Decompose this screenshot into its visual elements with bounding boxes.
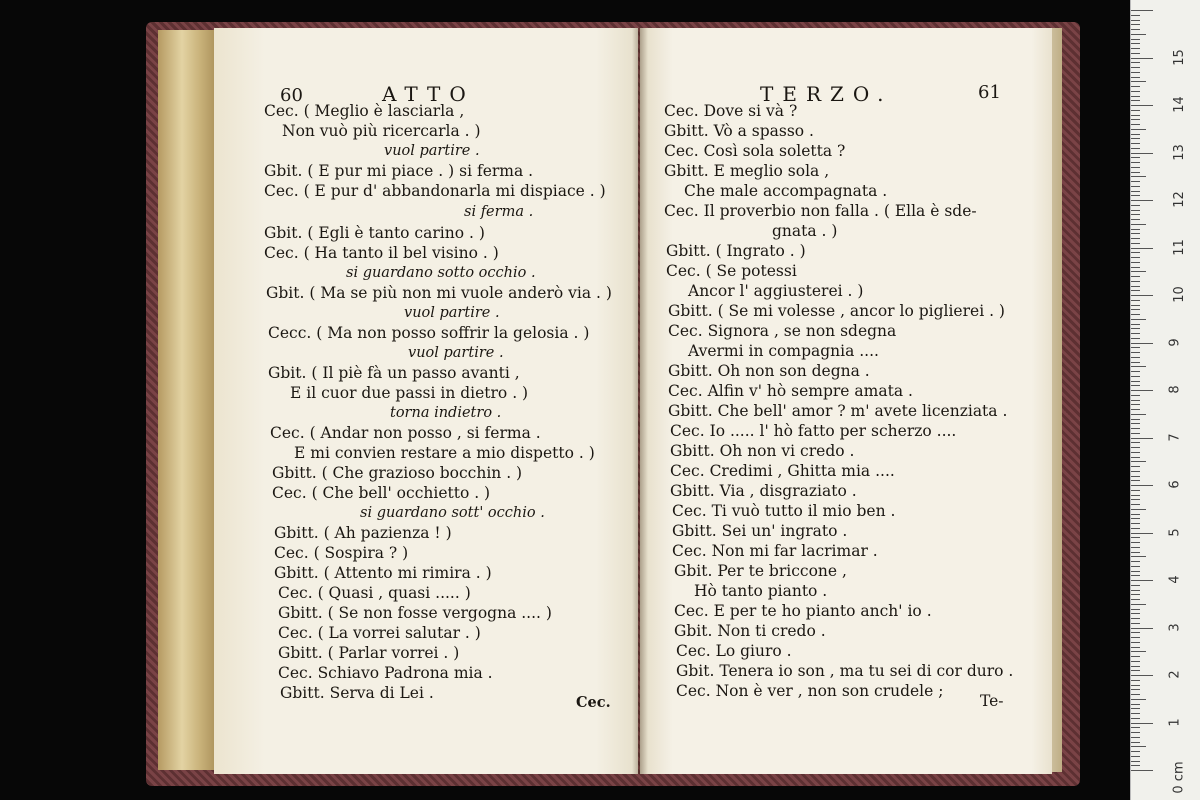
ruler-tick xyxy=(1131,447,1140,448)
ruler-tick xyxy=(1131,214,1140,215)
dialogue-line: Gbitt. Oh non vi credo . xyxy=(670,442,855,460)
dialogue-line: Gbit. ( Egli è tanto carino . ) xyxy=(264,224,485,242)
ruler-tick xyxy=(1131,200,1153,201)
ruler-number: 10 xyxy=(1171,286,1187,303)
ruler-tick xyxy=(1131,110,1140,111)
ruler-tick xyxy=(1131,604,1146,605)
ruler-tick xyxy=(1131,357,1140,358)
dialogue-line: Cec. Signora , se non sdegna xyxy=(668,322,897,340)
ruler-tick xyxy=(1131,29,1140,30)
ruler-tick xyxy=(1131,452,1140,453)
ruler-tick xyxy=(1131,157,1140,158)
ruler-tick xyxy=(1131,756,1140,757)
ruler-tick xyxy=(1131,732,1140,733)
dialogue-line: E mi convien restare a mio dispetto . ) xyxy=(294,444,595,462)
ruler-tick xyxy=(1131,547,1140,548)
ruler-tick xyxy=(1131,419,1140,420)
ruler-tick xyxy=(1131,599,1140,600)
right-page-number: 61 xyxy=(978,82,1001,103)
dialogue-line: Avermi in compagnia .... xyxy=(688,342,879,360)
ruler-tick xyxy=(1131,704,1140,705)
ruler-tick xyxy=(1131,556,1146,557)
right-running-head: TERZO. xyxy=(760,82,893,106)
ruler-tick xyxy=(1131,566,1140,567)
ruler-tick xyxy=(1131,290,1140,291)
ruler-tick xyxy=(1131,366,1146,367)
ruler-tick xyxy=(1131,305,1140,306)
ruler-tick xyxy=(1131,124,1140,125)
ruler-tick xyxy=(1131,689,1140,690)
stage-direction-line: vuol partire . xyxy=(384,143,480,159)
ruler-tick xyxy=(1131,172,1140,173)
ruler-tick xyxy=(1131,381,1140,382)
ruler-tick xyxy=(1131,433,1140,434)
ruler-tick xyxy=(1131,623,1140,624)
ruler-tick xyxy=(1131,58,1153,59)
dialogue-line: Cec. Ti vuò tutto il mio ben . xyxy=(672,502,896,520)
dialogue-line: Cec. ( Meglio è lasciarla , xyxy=(264,102,465,120)
ruler-tick xyxy=(1131,271,1146,272)
ruler-tick xyxy=(1131,81,1146,82)
dialogue-line: Gbit. Tenera io son , ma tu sei di cor duro . xyxy=(676,662,1014,680)
ruler-tick xyxy=(1131,580,1153,581)
ruler-number: 2 xyxy=(1167,670,1183,679)
ruler-tick xyxy=(1131,404,1140,405)
dialogue-line: Cec. Io ..... l' hò fatto per scherzo .... xyxy=(670,422,957,440)
dialogue-line: E il cuor due passi in dietro . ) xyxy=(290,384,529,402)
ruler-tick xyxy=(1131,138,1140,139)
dialogue-line: gnata . ) xyxy=(772,222,838,240)
dialogue-line: Non vuò più ricercarla . ) xyxy=(282,122,481,140)
ruler-tick xyxy=(1131,162,1140,163)
ruler-tick xyxy=(1131,466,1140,467)
ruler-tick xyxy=(1131,537,1140,538)
dialogue-line: Gbitt. ( Parlar vorrei . ) xyxy=(278,644,460,662)
ruler-tick xyxy=(1131,613,1140,614)
ruler-tick xyxy=(1131,727,1140,728)
ruler-tick xyxy=(1131,319,1146,320)
ruler-tick xyxy=(1131,281,1140,282)
ruler-tick xyxy=(1131,376,1140,377)
ruler-tick xyxy=(1131,86,1140,87)
dialogue-line: Cec. ( Quasi , quasi ..... ) xyxy=(278,584,471,602)
right-catchword: Te- xyxy=(980,692,1004,710)
ruler-tick xyxy=(1131,571,1140,572)
dialogue-line: Cec. ( La vorrei salutar . ) xyxy=(278,624,481,642)
ruler-tick xyxy=(1131,328,1140,329)
ruler-tick xyxy=(1131,181,1140,182)
ruler-tick xyxy=(1131,618,1140,619)
ruler-tick xyxy=(1131,737,1140,738)
ruler-tick xyxy=(1131,347,1140,348)
ruler-tick xyxy=(1131,713,1140,714)
ruler-tick xyxy=(1131,276,1140,277)
ruler-tick xyxy=(1131,309,1140,310)
ruler-tick xyxy=(1131,585,1140,586)
dialogue-line: Gbitt. Sei un' ingrato . xyxy=(672,522,848,540)
ruler-tick xyxy=(1131,528,1140,529)
right-page xyxy=(640,28,1052,774)
ruler-number: 1 xyxy=(1167,717,1183,727)
ruler-tick xyxy=(1131,742,1140,743)
ruler-tick xyxy=(1131,670,1140,671)
ruler-tick xyxy=(1131,457,1140,458)
ruler-tick xyxy=(1131,471,1140,472)
ruler-tick xyxy=(1131,119,1140,120)
stage-direction-line: vuol partire . xyxy=(404,305,500,321)
ruler-tick xyxy=(1131,72,1140,73)
ruler-tick xyxy=(1131,238,1140,239)
ruler-tick xyxy=(1131,224,1146,225)
ruler-tick xyxy=(1131,495,1140,496)
ruler-tick xyxy=(1131,62,1140,63)
ruler-tick xyxy=(1131,656,1140,657)
left-running-head: ATTO xyxy=(382,82,475,106)
dialogue-line: Gbitt. Oh non son degna . xyxy=(668,362,870,380)
dialogue-line: Ancor l' aggiusterei . ) xyxy=(688,282,864,300)
dialogue-line: Cecc. ( Ma non posso soffrir la gelosia . ) xyxy=(268,324,590,342)
ruler-tick xyxy=(1131,243,1140,244)
ruler-tick xyxy=(1131,414,1146,415)
ruler-tick xyxy=(1131,395,1140,396)
ruler-tick xyxy=(1131,257,1140,258)
ruler-tick xyxy=(1131,233,1140,234)
dialogue-line: Gbitt. ( Che grazioso bocchin . ) xyxy=(272,464,523,482)
ruler-tick xyxy=(1131,490,1140,491)
ruler-tick xyxy=(1131,533,1153,534)
ruler-tick xyxy=(1131,267,1140,268)
ruler-tick xyxy=(1131,708,1140,709)
ruler-tick xyxy=(1131,504,1140,505)
ruler-tick xyxy=(1131,637,1140,638)
dialogue-line: Cec. ( E pur d' abbandonarla mi dispiace . ) xyxy=(264,182,606,200)
ruler-tick xyxy=(1131,186,1140,187)
ruler-tick xyxy=(1131,480,1140,481)
dialogue-line: Gbitt. ( Ah pazienza ! ) xyxy=(274,524,452,542)
ruler-number: 11 xyxy=(1171,238,1187,256)
dialogue-line: Cec. Alfin v' hò sempre amata . xyxy=(668,382,913,400)
ruler-tick xyxy=(1131,476,1140,477)
dialogue-line: Gbitt. Che bell' amor ? m' avete licenziata . xyxy=(668,402,1008,420)
ruler-number: 9 xyxy=(1167,337,1183,347)
ruler-tick xyxy=(1131,385,1140,386)
ruler-number: 12 xyxy=(1171,191,1187,208)
dialogue-line: Gbit. Per te briccone , xyxy=(674,562,847,580)
ruler-tick xyxy=(1131,286,1140,287)
ruler-tick xyxy=(1131,324,1140,325)
ruler-tick xyxy=(1131,34,1146,35)
ruler-tick xyxy=(1131,333,1140,334)
ruler-tick xyxy=(1131,514,1140,515)
page-edges-left xyxy=(158,30,218,770)
dialogue-line: Hò tanto pianto . xyxy=(694,582,828,600)
ruler-tick xyxy=(1131,590,1140,591)
dialogue-line: Cec. ( Andar non posso , si ferma . xyxy=(270,424,541,442)
ruler-tick xyxy=(1131,300,1140,301)
dialogue-line: Gbitt. Serva di Lei . xyxy=(280,684,434,702)
ruler-tick xyxy=(1131,134,1140,135)
ruler-tick xyxy=(1131,746,1146,747)
ruler-tick xyxy=(1131,105,1153,106)
ruler-tick xyxy=(1131,561,1140,562)
ruler-tick xyxy=(1131,248,1153,249)
ruler-tick xyxy=(1131,252,1140,253)
ruler-tick xyxy=(1131,718,1140,719)
dialogue-line: Cec. Il proverbio non falla . ( Ella è sde- xyxy=(664,202,977,220)
ruler-tick xyxy=(1131,770,1153,771)
ruler-tick xyxy=(1131,148,1140,149)
dialogue-line: Gbit. ( Il piè fà un passo avanti , xyxy=(268,364,520,382)
dialogue-line: Gbit. ( E pur mi piace . ) si ferma . xyxy=(264,162,534,180)
ruler-tick xyxy=(1131,423,1140,424)
ruler-tick xyxy=(1131,428,1140,429)
ruler-tick xyxy=(1131,761,1140,762)
ruler-number: 14 xyxy=(1171,96,1187,113)
ruler-tick xyxy=(1131,575,1140,576)
dialogue-line: Cec. Così sola soletta ? xyxy=(664,142,846,160)
stage-direction-line: si ferma . xyxy=(464,204,534,220)
stage-direction-line: vuol partire . xyxy=(408,345,504,361)
dialogue-line: Cec. Lo giuro . xyxy=(676,642,792,660)
ruler-tick xyxy=(1131,442,1140,443)
stage-direction-line: si guardano sott' occhio . xyxy=(360,505,545,521)
ruler-tick xyxy=(1131,143,1140,144)
ruler-tick xyxy=(1131,552,1140,553)
ruler-tick xyxy=(1131,96,1140,97)
ruler-tick xyxy=(1131,666,1140,667)
ruler-tick xyxy=(1131,499,1140,500)
ruler-tick xyxy=(1131,628,1153,629)
ruler-tick xyxy=(1131,115,1140,116)
left-page xyxy=(214,28,638,774)
ruler-tick xyxy=(1131,15,1140,16)
ruler-tick xyxy=(1131,195,1140,196)
ruler-tick xyxy=(1131,219,1140,220)
ruler-number: 4 xyxy=(1167,575,1183,584)
ruler-tick xyxy=(1131,485,1153,486)
dialogue-line: Cec. ( Sospira ? ) xyxy=(274,544,409,562)
ruler-tick xyxy=(1131,20,1140,21)
dialogue-line: Cec. ( Ha tanto il bel visino . ) xyxy=(264,244,499,262)
ruler-tick xyxy=(1131,699,1146,700)
ruler-tick xyxy=(1131,390,1153,391)
ruler-tick xyxy=(1131,338,1140,339)
dialogue-line: Cec. ( Se potessi xyxy=(666,262,797,280)
dialogue-line: Cec. E per te ho pianto anch' io . xyxy=(674,602,932,620)
ruler-tick xyxy=(1131,694,1140,695)
ruler-tick xyxy=(1131,176,1146,177)
dialogue-line: Gbitt. ( Se mi volesse , ancor lo piglierei . ) xyxy=(668,302,1005,320)
ruler-tick xyxy=(1131,314,1140,315)
ruler-number: 8 xyxy=(1167,385,1183,394)
dialogue-line: Gbit. ( Ma se più non mi vuole anderò via . ) xyxy=(266,284,612,302)
ruler-tick xyxy=(1131,609,1140,610)
book-gutter xyxy=(632,28,648,774)
dialogue-line: Cec. Non è ver , non son crudele ; xyxy=(676,682,944,700)
ruler-tick xyxy=(1131,352,1140,353)
ruler-tick xyxy=(1131,24,1140,25)
ruler-tick xyxy=(1131,651,1146,652)
ruler-tick xyxy=(1131,229,1140,230)
ruler-tick xyxy=(1131,675,1153,676)
ruler-number: 6 xyxy=(1167,480,1183,489)
ruler-number: 7 xyxy=(1167,432,1183,442)
ruler-tick xyxy=(1131,362,1140,363)
ruler-tick xyxy=(1131,39,1140,40)
ruler-tick xyxy=(1131,642,1140,643)
ruler-tick xyxy=(1131,765,1140,766)
ruler-tick xyxy=(1131,518,1140,519)
ruler-tick xyxy=(1131,461,1146,462)
measuring-ruler xyxy=(1130,0,1200,800)
ruler-tick xyxy=(1131,661,1140,662)
ruler-tick xyxy=(1131,751,1140,752)
dialogue-line: Gbitt. Via , disgraziato . xyxy=(670,482,857,500)
ruler-tick xyxy=(1131,647,1140,648)
ruler-tick xyxy=(1131,191,1140,192)
ruler-tick xyxy=(1131,680,1140,681)
dialogue-line: Che male accompagnata . xyxy=(684,182,888,200)
dialogue-line: Gbitt. E meglio sola , xyxy=(664,162,830,180)
ruler-tick xyxy=(1131,167,1140,168)
ruler-tick xyxy=(1131,542,1140,543)
left-catchword: Cec. xyxy=(576,694,611,711)
ruler-number: 3 xyxy=(1167,622,1183,632)
ruler-tick xyxy=(1131,10,1153,11)
ruler-tick xyxy=(1131,295,1153,296)
ruler-tick xyxy=(1131,129,1146,130)
ruler-tick xyxy=(1131,153,1153,154)
ruler-tick xyxy=(1131,400,1140,401)
ruler-number: 5 xyxy=(1167,527,1183,537)
ruler-tick xyxy=(1131,343,1153,344)
ruler-tick xyxy=(1131,43,1140,44)
ruler-tick xyxy=(1131,210,1140,211)
ruler-tick xyxy=(1131,685,1140,686)
ruler-tick xyxy=(1131,67,1140,68)
ruler-tick xyxy=(1131,371,1140,372)
ruler-tick xyxy=(1131,509,1146,510)
dialogue-line: Gbit. Non ti credo . xyxy=(674,622,826,640)
stage-direction-line: si guardano sotto occhio . xyxy=(346,265,536,281)
stage-direction-line: torna indietro . xyxy=(390,405,502,421)
ruler-tick xyxy=(1131,48,1140,49)
ruler-unit-label: 0 cm xyxy=(1171,761,1187,794)
ruler-tick xyxy=(1131,77,1140,78)
dialogue-line: Cec. ( Che bell' occhietto . ) xyxy=(272,484,491,502)
dialogue-line: Cec. Credimi , Ghitta mia .... xyxy=(670,462,895,480)
ruler-tick xyxy=(1131,594,1140,595)
ruler-tick xyxy=(1131,100,1140,101)
ruler-number: 15 xyxy=(1171,48,1187,66)
dialogue-line: Gbitt. ( Attento mi rimira . ) xyxy=(274,564,492,582)
dialogue-line: Cec. Dove si và ? xyxy=(664,102,798,120)
ruler-tick xyxy=(1131,91,1140,92)
ruler-tick xyxy=(1131,523,1140,524)
dialogue-line: Cec. Non mi far lacrimar . xyxy=(672,542,878,560)
ruler-tick xyxy=(1131,53,1140,54)
left-page-number: 60 xyxy=(280,85,303,106)
ruler-tick xyxy=(1131,723,1153,724)
dialogue-line: Gbitt. ( Se non fosse vergogna .... ) xyxy=(278,604,552,622)
ruler-number: 13 xyxy=(1171,143,1187,161)
ruler-tick xyxy=(1131,632,1140,633)
ruler-tick xyxy=(1131,438,1153,439)
dialogue-line: Gbitt. ( Ingrato . ) xyxy=(666,242,806,260)
ruler-tick xyxy=(1131,205,1140,206)
dialogue-line: Gbitt. Vò a spasso . xyxy=(664,122,814,140)
ruler-tick xyxy=(1131,262,1140,263)
dialogue-line: Cec. Schiavo Padrona mia . xyxy=(278,664,493,682)
ruler-tick xyxy=(1131,409,1140,410)
